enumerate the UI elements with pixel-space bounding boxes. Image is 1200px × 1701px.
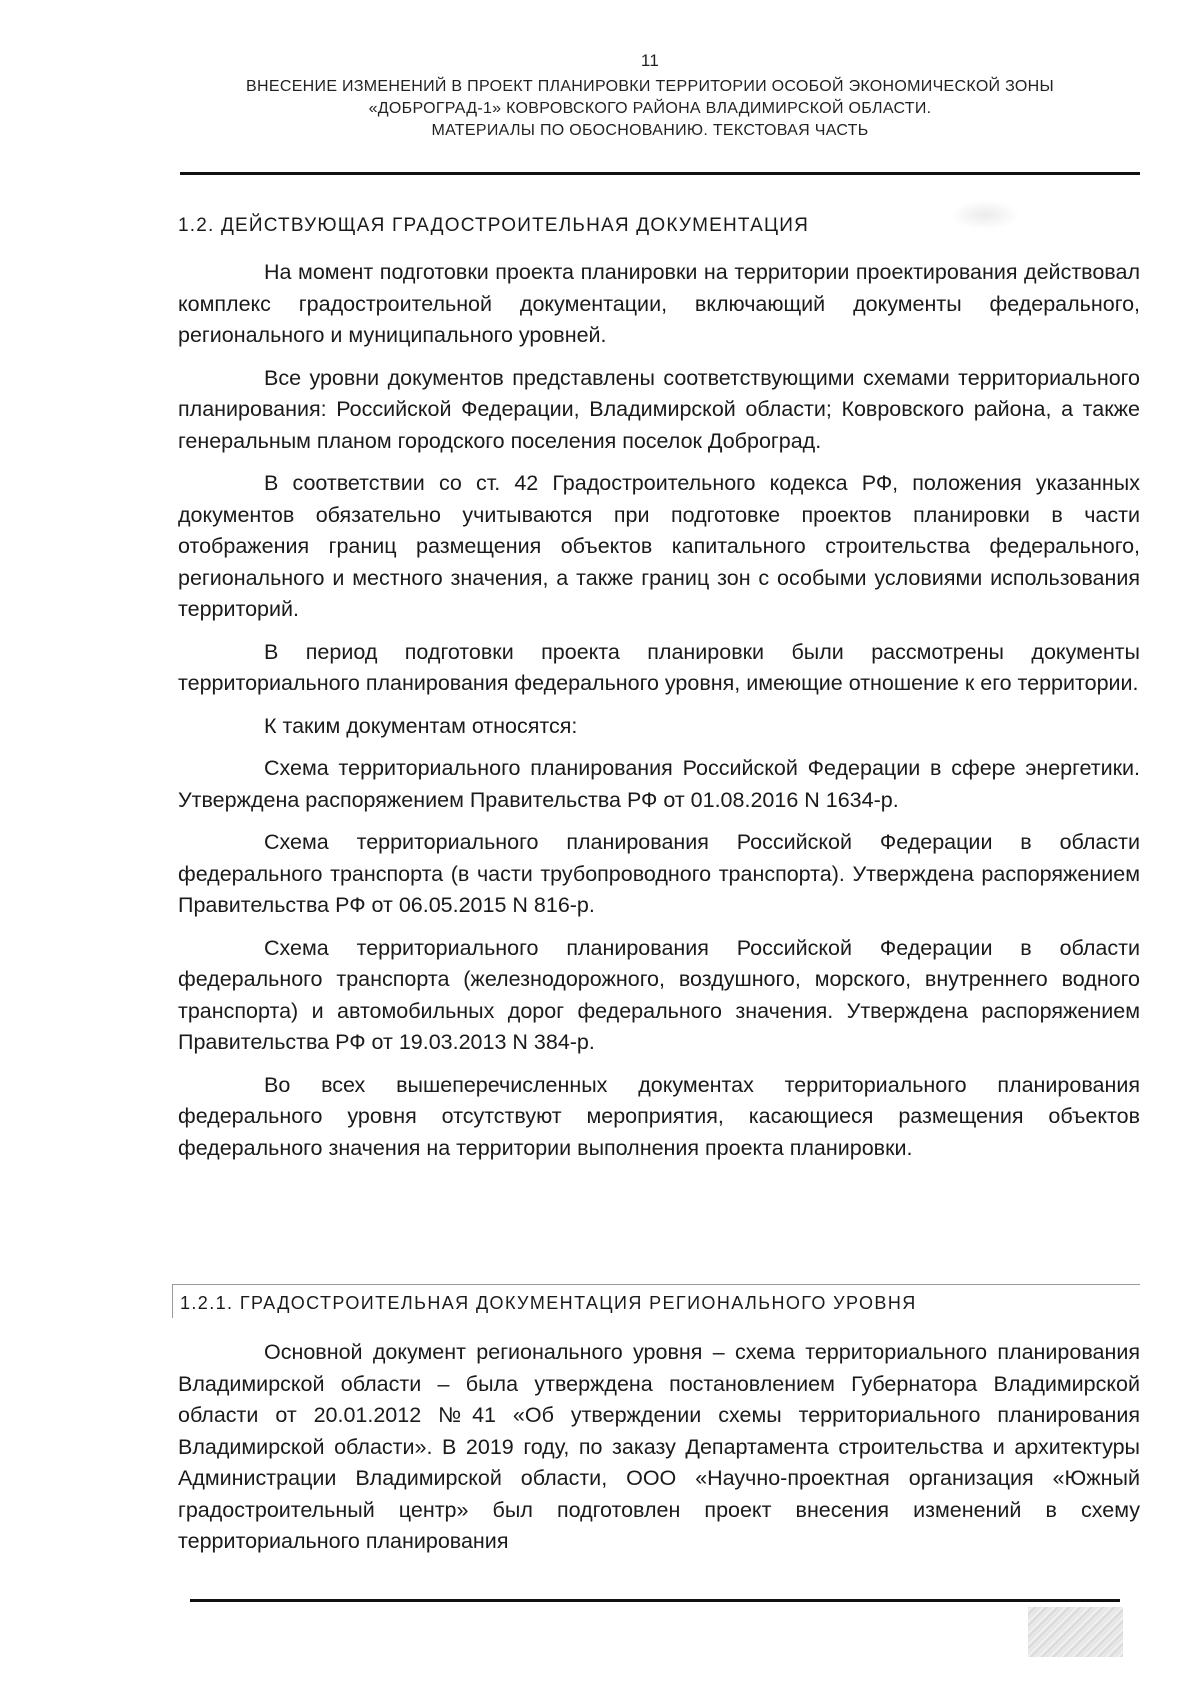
header-line-2: «ДОБРОГРАД-1» КОВРОВСКОГО РАЙОНА ВЛАДИМИРСКОЙ ОБЛАСТИ. — [368, 100, 932, 117]
paragraph: Схема территориального планирования Российской Федерации в сфере энергетики. Утверждена распоряжением Правительства РФ от 01.08.2016 N 1634-р. — [178, 756, 1140, 812]
paragraph: Схема территориального планирования Российской Федерации в области федерального транспорта (железнодорожного, воздушного, морского, внутреннего водного транспорта) и автомобильных дорог федерального значения. Утверждена распоряжением Правительства РФ от 19.03.2013 N 384-р. — [178, 935, 1140, 1054]
paragraph: К таким документам относятся: — [264, 713, 578, 738]
paragraph: На момент подготовки проекта планировки на территории проектирования действовал комплекс градостроительной документации, включающий документы федерального, регионального и муниципального уровней. — [178, 260, 1140, 347]
section-body — [178, 257, 1140, 1175]
page-number: 11 — [640, 51, 660, 70]
paragraph: В период подготовки проекта планировки были рассмотрены документы территориального планирования федерального уровня, имеющие отношение к его территории. — [178, 639, 1140, 695]
paragraph: В соответствии со ст. 42 Градостроительного кодекса РФ, положения указанных документов обязательно учитываются при подготовке проектов планировки в части отображения границ размещения объектов капитального строительства федерального, регионального и местного значения, а также границ зон с особыми условиями использования территорий. — [178, 471, 1140, 621]
paragraph: Все уровни документов представлены соответствующими схемами территориального планирования: Российской Федерации, Владимирской области; Ковровского района, а также генеральным планом городского поселения поселок Доброград. — [178, 365, 1140, 453]
footer-divider — [190, 1599, 1120, 1602]
subsection-title: 1.2.1. ГРАДОСТРОИТЕЛЬНАЯ ДОКУМЕНТАЦИЯ РЕГИОНАЛЬНОГО УРОВНЯ — [180, 1293, 917, 1313]
subsection-body — [178, 1337, 1140, 1558]
header-line-1: ВНЕСЕНИЕ ИЗМЕНЕНИЙ В ПРОЕКТ ПЛАНИРОВКИ ТЕРРИТОРИИ ОСОБОЙ ЭКОНОМИЧЕСКОЙ ЗОНЫ — [246, 78, 1054, 95]
section-title: 1.2. ДЕЙСТВУЮЩАЯ ГРАДОСТРОИТЕЛЬНАЯ ДОКУМЕНТАЦИЯ — [178, 215, 809, 236]
header-line-3: МАТЕРИАЛЫ ПО ОБОСНОВАНИЮ. ТЕКСТОВАЯ ЧАСТЬ — [431, 122, 869, 139]
scan-stamp-mark — [1028, 1607, 1123, 1657]
paragraph: Основной документ регионального уровня – схема территориального планирования Владимирской области – была утверждена постановлением Губернатора Владимирской области от 20.01.2012 №41 «Об утверждении схемы территориального планирования Владимирской области». В 2019 году, по заказу Департамента строительства и архитектуры Администрации Владимирской области, ООО «Научно-проектная организация «Южный градостроительный центр» был подготовлен проект внесения изменений в схему территориального планирования — [178, 1340, 1140, 1553]
page-header — [160, 50, 1140, 142]
subsection-divider — [172, 1284, 1140, 1285]
header-divider — [180, 172, 1140, 175]
paragraph: Схема территориального планирования Российской Федерации в области федерального транспорта (в части трубопроводного транспорта). Утверждена распоряжением Правительства РФ от 06.05.2015 N 816-р. — [178, 830, 1140, 917]
scan-smudge — [950, 200, 1020, 230]
paragraph: Во всех вышеперечисленных документах территориального планирования федерального уровня отсутствуют мероприятия, касающиеся размещения объектов федерального значения на территории выполнения проекта планировки. — [178, 1072, 1140, 1160]
subsection-bracket — [172, 1284, 173, 1318]
